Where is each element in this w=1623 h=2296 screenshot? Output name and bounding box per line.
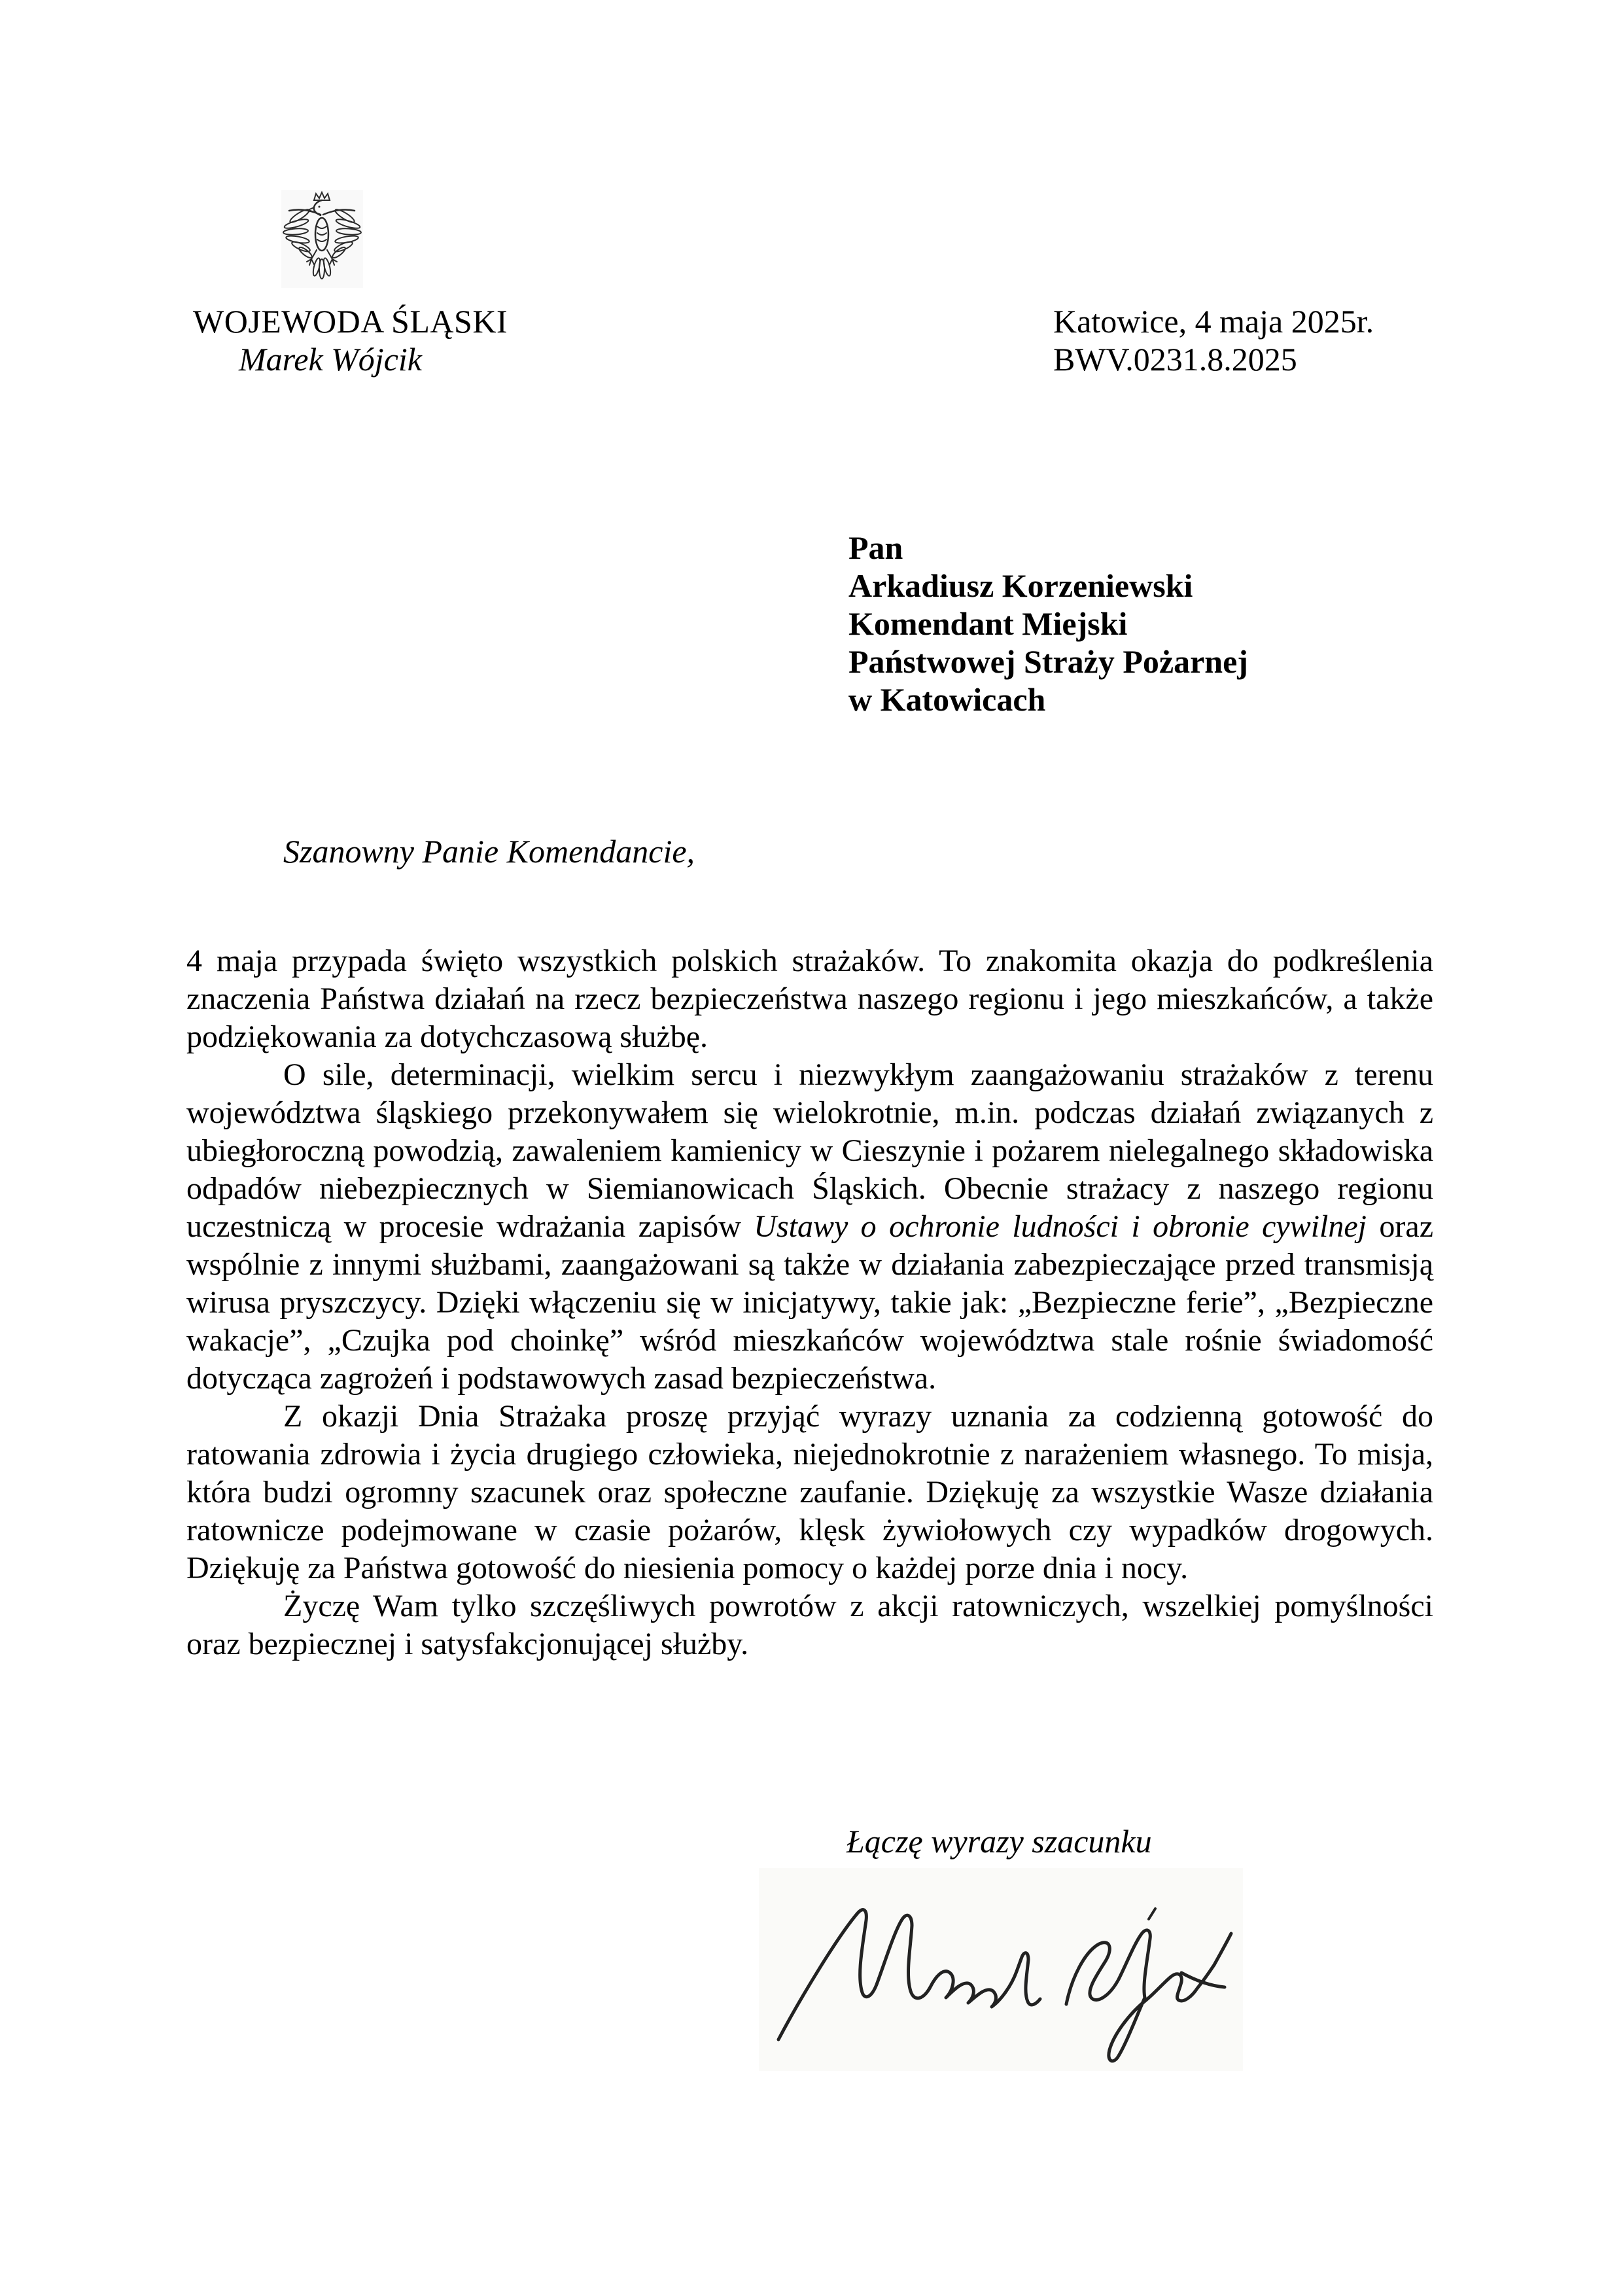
place-and-date: Katowice, 4 maja 2025r.	[1053, 303, 1374, 340]
recipient-line: Arkadiusz Korzeniewski	[848, 567, 1193, 604]
letterhead-left	[193, 302, 508, 378]
body-paragraph-1: 4 maja przypada święto wszystkich polskich strażaków. To znakomita okazja do podkreślenia znaczenia Państwa działań na rzecz bezpieczeństwa naszego regionu i jego mieszkańców, a także podziękowania za dotychczasową służbę.	[186, 944, 1433, 1054]
body-paragraph-4: Życzę Wam tylko szczęśliwych powrotów z akcji ratowniczych, wszelkiej pomyślności oraz bezpiecznej i satysfakcjonującej służby.	[186, 1589, 1433, 1661]
letter-body	[186, 942, 1433, 1663]
recipient-line: w Katowicach	[848, 681, 1046, 718]
emblem-box	[281, 190, 363, 288]
polish-eagle-emblem	[281, 190, 363, 288]
closing-phrase: Łączę wyrazy szacunku	[846, 1823, 1152, 1860]
recipient-line: Państwowej Straży Pożarnej	[848, 643, 1248, 680]
office-title: WOJEWODA ŚLĄSKI	[193, 303, 508, 340]
reference-number: BWV.0231.8.2025	[1053, 341, 1297, 378]
recipient-block	[848, 529, 1346, 718]
recipient-line: Komendant Miejski	[848, 605, 1128, 642]
body-paragraph-2-continued: oraz wspólnie z innymi służbami, zaangażowani są także w działania zabezpieczające przed transmisją wirusa pryszczycy. Dzięki włączeniu się w inicjatywy, takie jak: „Bezpieczne ferie”, „Bezpieczne wakacje”, „Czujka pod choinkę” wśród mieszkańców województwa stale rośnie świadomość dotycząca zagrożeń i podstawowych zasad bezpieczeństwa.	[186, 1209, 1434, 1396]
body-paragraph-2-text: O sile, determinacji, wielkim sercu i niezwykłym zaangażowaniu strażaków z terenu województwa śląskiego przekonywałem się wielokrotnie, m.in. podczas działań związanych z ubiegłoroczną powodzią, zawaleniem kamienicy w Cieszynie i pożarem nielegalnego składowiska odpadów niebezpiecznych w Siemianowicach Śląskich. Obecnie strażacy z naszego regionu uczestniczą w procesie wdrażania zapisów	[186, 1057, 1433, 1244]
body-paragraph-2	[186, 1056, 1433, 1398]
recipient-line: Pan	[848, 529, 903, 566]
handwritten-signature	[759, 1868, 1243, 2071]
law-title-italic: Ustawy o ochronie ludności i obronie cywilnej	[754, 1209, 1367, 1244]
letterhead-right	[1053, 302, 1420, 378]
body-paragraph-3: Z okazji Dnia Strażaka proszę przyjąć wyrazy uznania za codzienną gotowość do ratowania zdrowia i życia drugiego człowieka, niejednokrotnie z narażeniem własnego. To misja, która budzi ogromny szacunek oraz społeczne zaufanie. Dziękuję za wszystkie Wasze działania ratownicze podejmowane w czasie pożarów, klęsk żywiołowych czy wypadków drogowych. Dziękuję za Państwa gotowość do niesienia pomocy o każdej porze dnia i nocy.	[186, 1399, 1433, 1585]
signature-box	[759, 1868, 1243, 2071]
official-name: Marek Wójcik	[239, 341, 422, 378]
salutation: Szanowny Panie Komendancie,	[283, 833, 695, 870]
